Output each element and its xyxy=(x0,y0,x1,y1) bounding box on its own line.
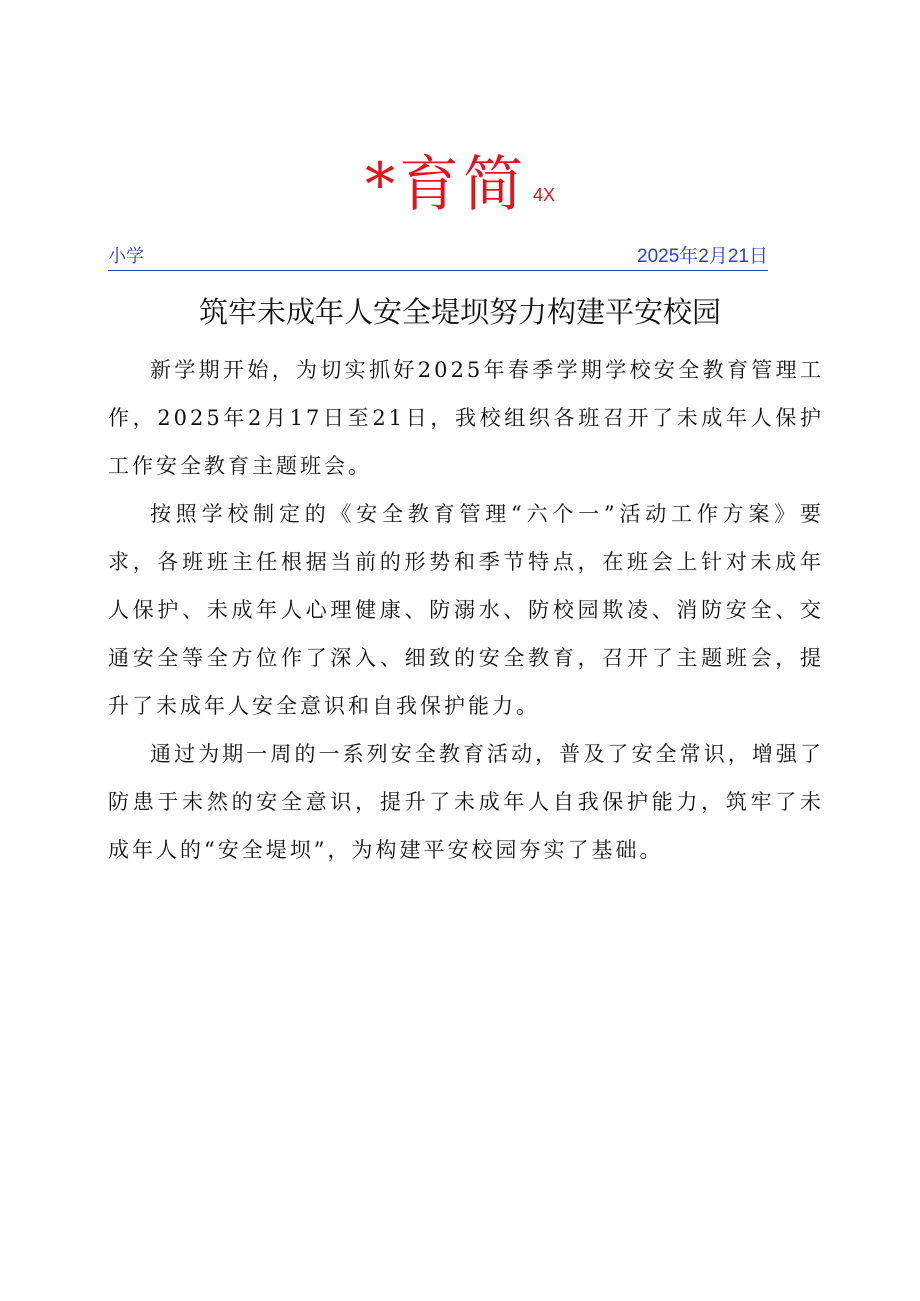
info-bar xyxy=(108,244,768,271)
article-title: 筑牢未成年人安全堤坝努力构建平安校园 xyxy=(198,295,721,329)
masthead-title: *育简 xyxy=(364,150,527,220)
article-paragraph: 新学期开始，为切实抓好2025年春季学期学校安全教育管理工作，2025年2月17日至21日，我校组织各班召开了未成年人保护工作安全教育主题班会。 xyxy=(108,358,824,478)
masthead-issue-number: 4X xyxy=(532,185,556,205)
article-paragraph: 按照学校制定的《安全教育管理“六个一”活动工作方案》要求，各班班主任根据当前的形势和季节特点，在班会上针对未成年人保护、未成年人心理健康、防溺水、防校园欺凌、消防安全、交通安全等全方位作了深入、细致的安全教育，召开了主题班会，提升了未成年人安全意识和自我保护能力。 xyxy=(108,502,824,718)
school-name: 小学 xyxy=(108,246,144,267)
article-body xyxy=(108,346,824,874)
masthead xyxy=(0,150,920,220)
article-paragraph: 通过为期一周的一系列安全教育活动，普及了安全常识，增强了防患于未然的安全意识，提升了未成年人自我保护能力，筑牢了未成年人的“安全堤坝”，为构建平安校园夯实了基础。 xyxy=(108,742,824,862)
issue-date: 2025年2月21日 xyxy=(637,246,768,267)
